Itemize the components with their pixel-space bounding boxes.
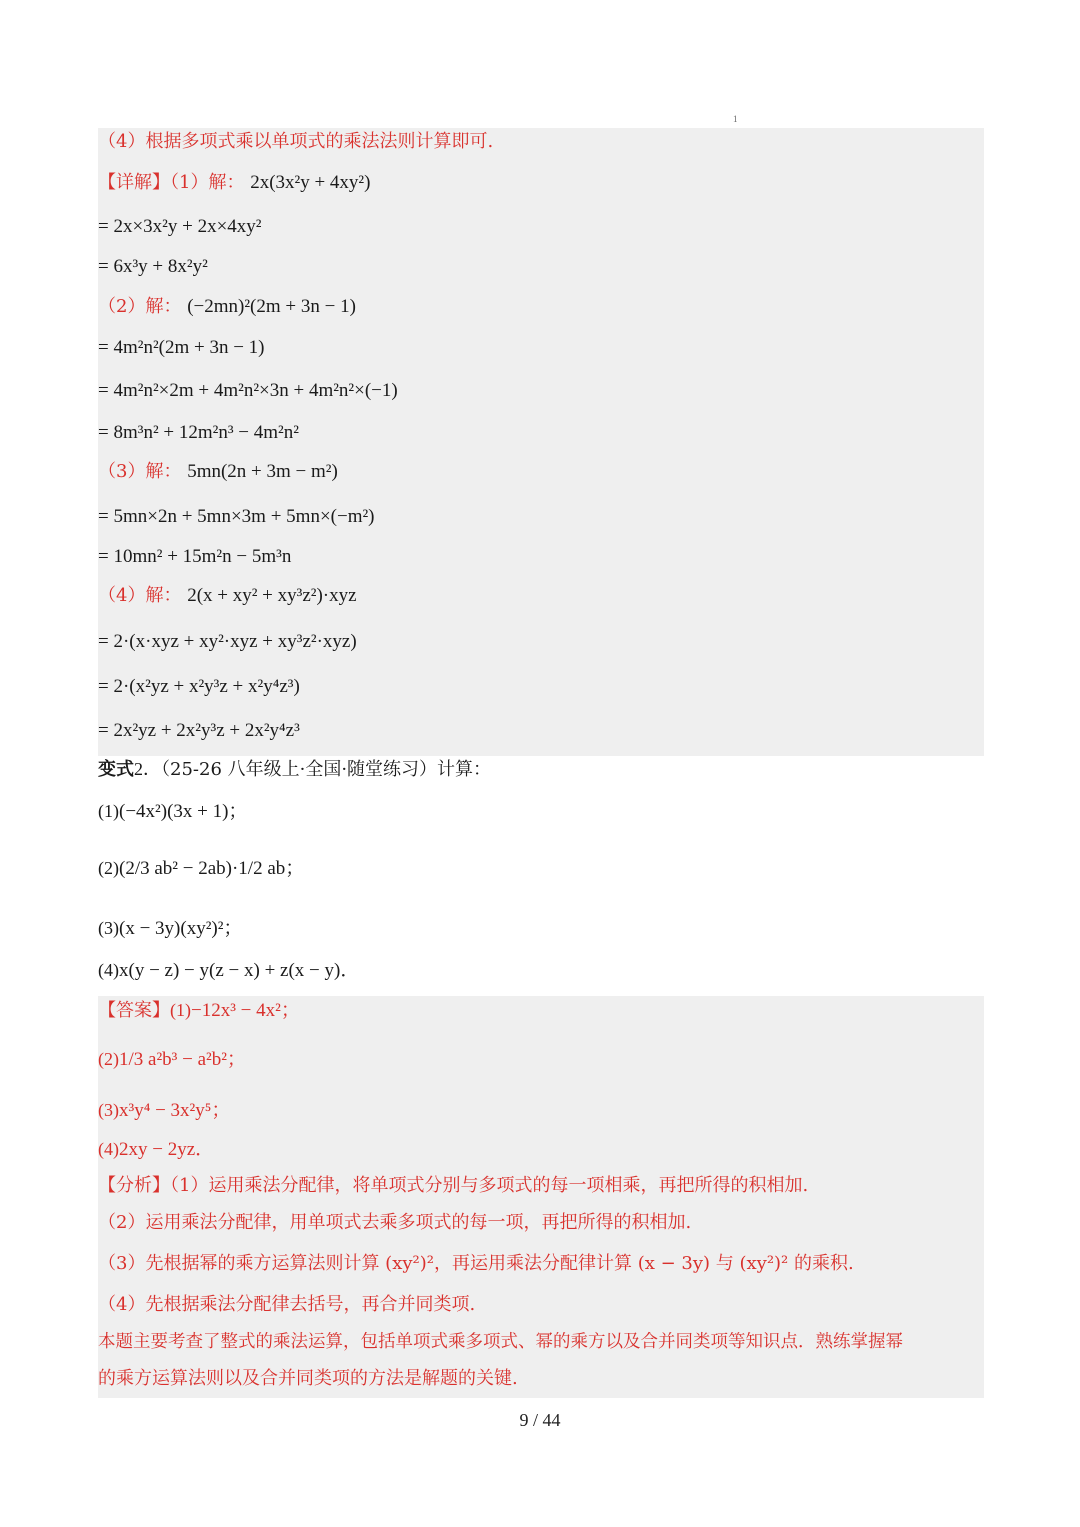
- p4-step-1: = 2·(x·xyz + xy²·xyz + xy³z²·xyz): [98, 631, 357, 652]
- answer-item-3: (3)x³y⁴ − 3x²y⁵；: [98, 1100, 231, 1121]
- p4-step-2: = 2·(x²yz + x²y³z + x²y⁴z³): [98, 676, 300, 697]
- detail-line-1: [98, 171, 370, 195]
- p4-label: （4）解：: [98, 585, 182, 606]
- analysis-line-6: 的乘方运算法则以及合并同类项的方法是解题的关键.: [98, 1368, 518, 1389]
- p4-step-3: = 2x²yz + 2x²y³z + 2x²y⁴z³: [98, 720, 300, 741]
- analysis-line-3: （3）先根据幂的乘方运算法则计算 (xy²)²，再运用乘法分配律计算 (x − 3y) 与 (xy²)² 的乘积.: [98, 1253, 854, 1274]
- p3-expr: 5mn(2n + 3m − m²): [187, 461, 338, 482]
- p3-label: （3）解：: [98, 461, 182, 482]
- variant-title: 变式: [98, 759, 134, 780]
- p3-line: [98, 460, 338, 484]
- analysis-line-5: 本题主要考查了整式的乘法运算，包括单项式乘多项式、幂的乘方以及合并同类项等知识点．熟练掌握幂: [98, 1332, 903, 1352]
- p4-line: [98, 584, 357, 608]
- p1-step-1: = 2x×3x²y + 2x×4xy²: [98, 216, 262, 237]
- page-number: 9 / 44: [519, 1410, 561, 1430]
- analysis-line-4: （4）先根据乘法分配律去括号，再合并同类项.: [98, 1294, 476, 1315]
- p3-step-2: = 10mn² + 15m²n − 5m³n: [98, 546, 292, 567]
- variant-item-2: (2)(2/3 ab² − 2ab)·1/2 ab；: [98, 858, 305, 879]
- variant-item-3: (3)(x − 3y)(xy²)²；: [98, 918, 243, 939]
- answer-item-1: 【答案】(1)−12x³ − 4x²；: [98, 1000, 300, 1021]
- analysis-line-2: （2）运用乘法分配律，用单项式去乘多项式的每一项，再把所得的积相加.: [98, 1212, 692, 1233]
- variant-source: （25-26 八年级上·全国·随堂练习）计算：: [161, 759, 492, 780]
- p2-expr: (−2mn)²(2m + 3n − 1): [187, 296, 356, 317]
- analysis-tag: 【分析】: [98, 1175, 170, 1196]
- answer-item-2: (2)1/3 a²b³ − a²b²；: [98, 1049, 246, 1070]
- answer-item-4: (4)2xy − 2yz．: [98, 1139, 215, 1160]
- p2-line: [98, 295, 356, 319]
- answer-tag: 【答案】: [98, 1000, 170, 1021]
- variant-heading: [98, 757, 491, 782]
- top-mark: 1: [733, 114, 738, 124]
- p3-step-1: = 5mn×2n + 5mn×3m + 5mn×(−m²): [98, 506, 375, 527]
- detail-tag: 【详解】: [98, 172, 170, 193]
- variant-item-1: (1)(−4x²)(3x + 1)；: [98, 801, 248, 822]
- p4-expr: 2(x + xy² + xy³z²)·xyz: [187, 585, 357, 606]
- p2-step-1: = 4m²n²(2m + 3n − 1): [98, 337, 265, 358]
- p1-expr: 2x(3x²y + 4xy²): [250, 172, 371, 193]
- analysis-line-1: 【分析】（1）运用乘法分配律，将单项式分别与多项式的每一项相乘，再把所得的积相加.: [98, 1175, 809, 1196]
- variant-number: 2．: [134, 759, 161, 779]
- detail-intro: （1）解：: [170, 172, 245, 193]
- p1-step-2: = 6x³y + 8x²y²: [98, 256, 208, 277]
- variant-item-4: (4)x(y − z) − y(z − x) + z(x − y)．: [98, 960, 360, 981]
- analysis-tail: （4）根据多项式乘以单项式的乘法法则计算即可.: [98, 131, 494, 152]
- p2-label: （2）解：: [98, 296, 182, 317]
- p2-step-3: = 8m³n² + 12m²n³ − 4m²n²: [98, 422, 299, 443]
- p2-step-2: = 4m²n²×2m + 4m²n²×3n + 4m²n²×(−1): [98, 380, 398, 401]
